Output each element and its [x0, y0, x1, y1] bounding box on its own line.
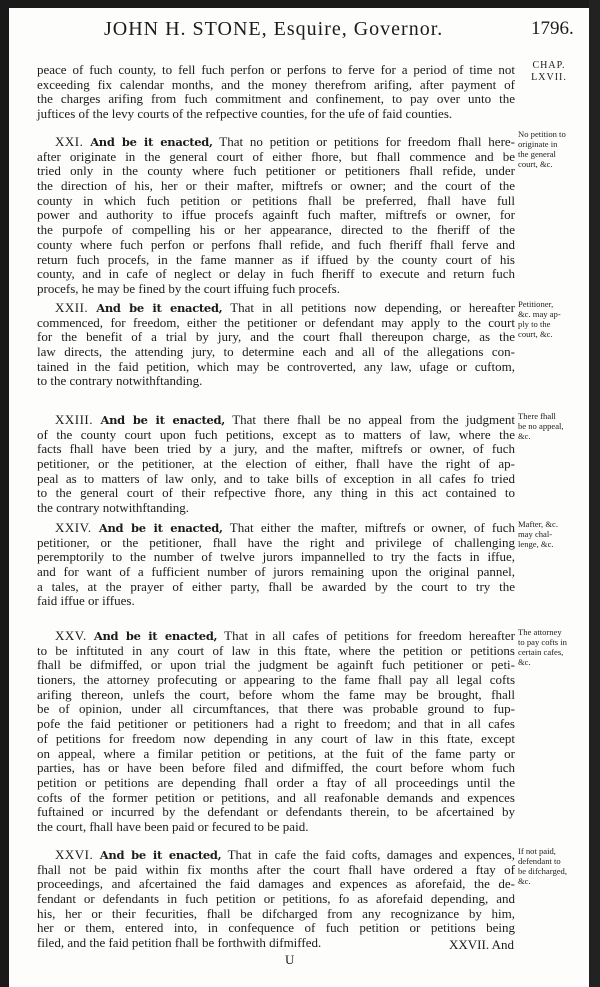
text-line: law directs, the attending jury, to determine each and all of the allegations con- — [37, 344, 515, 360]
margin-note-line: &c. — [518, 876, 531, 886]
margin-note-line: Mafter, &c. — [518, 519, 558, 529]
text-line: petitioner, or the petitioner, fhall have the right and privilege of challenging — [37, 534, 515, 550]
text-line: procefs, he may be fined by the court iffuing fuch procefs. — [37, 280, 340, 296]
section-number: XXIV. — [55, 520, 92, 535]
margin-note-23 — [518, 411, 598, 441]
text-line: juftices of the levy courts of the refpective counties, for the ufe of faid counties. — [37, 106, 453, 122]
section-24 — [37, 521, 515, 609]
section-first-line — [37, 135, 515, 150]
first-line-text: That in all cafes of petitions for freedom hereafter — [224, 628, 515, 643]
margin-note-line: No petition to — [518, 129, 566, 139]
first-line-text: That there fhall be no appeal from the judgment — [232, 412, 516, 427]
section-number: XXI. — [55, 134, 84, 149]
margin-note-line: &c. — [518, 657, 531, 667]
margin-note-line: lenge, &c. — [518, 539, 554, 549]
enacting-clause: And be it enacted, — [98, 521, 223, 535]
enacting-clause: And be it enacted, — [90, 135, 213, 149]
text-line: the contrary notwithftanding. — [37, 500, 189, 516]
text-line: tried only in the county where fuch petitioner or petitioners fhall refide, under — [37, 163, 515, 179]
text-line: for the benefit of a trial by jury, and the court fhall thereupon charge, as the — [37, 329, 515, 345]
margin-note-line: be difcharged, — [518, 866, 567, 876]
margin-note-intro — [519, 60, 579, 84]
margin-note-21 — [518, 129, 598, 169]
margin-note-line: court, &c. — [518, 159, 553, 169]
text-line: the court, fhall have been paid or fecured to be paid. — [37, 818, 309, 834]
running-head-title: JOHN H. STONE, Esquire, Governor. — [104, 18, 444, 40]
text-line: cofts of the former petition or petitions, and all reafonable demands and expences — [37, 789, 515, 805]
section-first-line — [37, 301, 515, 316]
section-first-line — [37, 848, 515, 863]
section-25 — [37, 629, 515, 835]
text-line: pofe the faid petitioner or petitioners had a right to freedom; and that in all cafes — [37, 716, 515, 732]
margin-note-line: There fhall — [518, 411, 556, 421]
text-line: return fuch procefs, in the fame manner as if iffued by the county court of his — [37, 251, 515, 267]
margin-note-24 — [518, 519, 598, 549]
margin-note-line: originate in — [518, 139, 558, 149]
enacting-clause: And be it enacted, — [93, 629, 218, 643]
section-number: XXVI. — [55, 847, 94, 862]
section-first-line — [37, 413, 515, 428]
section-26 — [37, 848, 515, 951]
text-line: county where fuch perfon or perfons fhall refide, and fuch fheriff fhall ferve and — [37, 236, 515, 252]
first-line-text: That no petition or petitions for freedom fhall here- — [219, 134, 516, 149]
text-line: proceedings, and afcertained the faid damages and expences as aforefaid, the de- — [37, 876, 515, 892]
margin-note-line: ply to the — [518, 319, 551, 329]
enacting-clause: And be it enacted, — [100, 413, 225, 427]
section-number: XXIII. — [55, 412, 94, 427]
text-line: commenced, for freedom, either the petitioner or defendant may apply to the court — [37, 314, 515, 330]
margin-note-line: &c. may ap- — [518, 309, 561, 319]
text-line: be of opinion, under all circumftances, that there was probable ground to fup- — [37, 701, 515, 717]
text-line: fuftained or incurred by the defendant or defendants therein, to be afcertained by — [37, 804, 515, 820]
text-line: tained in the faid petition, which may be controverted, any law, ufage or cuftom, — [37, 358, 515, 374]
text-line: peremptorily to the number of twelve jurors impannelled to try the facts in iffue, — [37, 549, 515, 565]
first-line-text: That in all petitions now depending, or hereafter — [230, 300, 515, 315]
section-23 — [37, 413, 515, 516]
margin-note-22 — [518, 299, 598, 339]
margin-note-line: LXVII. — [531, 72, 567, 83]
document-page — [9, 8, 589, 987]
margin-note-line: The attorney — [518, 627, 562, 637]
text-line: peace of fuch county, to fell fuch perfon or perfons to ferve for a period of time not — [37, 62, 515, 77]
text-line: power and authority to iffue procefs againft fuch mafter, miftrefs or owner, for — [37, 207, 515, 223]
margin-note-line: CHAP. — [532, 60, 566, 71]
text-line: county, and in cafe of neglect or delay in fuch fheriff to execute and return fuch — [37, 266, 515, 282]
catchword: XXVII. And — [449, 937, 514, 952]
section-intro — [37, 63, 515, 122]
text-line: to the contrary notwithftanding. — [37, 373, 203, 389]
text-line: facts fhall have been tried by a jury, and the mafter, miftrefs or owner, of fuch — [37, 441, 515, 457]
enacting-clause: And be it enacted, — [96, 301, 223, 315]
text-line: of petitions for freedom now depending in any court of law in this ftate, except — [37, 730, 515, 746]
margin-note-line: If not paid, — [518, 846, 556, 856]
text-line: petition or petitions are depending fhall order a ftay of all proceedings until the — [37, 774, 515, 790]
margin-note-line: court, &c. — [518, 329, 553, 339]
text-line: of the county court upon fuch petitions, except as to matters of law, where the — [37, 426, 515, 442]
text-line: tioners, the attorney profecuting or appearing to the fame fhall pay all legal cofts — [37, 672, 515, 688]
text-line: his, her or their fecurities, fhall be difcharged from any recognizance by him, — [37, 905, 515, 921]
text-line: fhall not be paid within fix months after the court fhall have ordered a ftay of — [37, 861, 515, 877]
text-line: the direction of his, her or their mafter, miftrefs or owner; and the court of the — [37, 178, 515, 194]
margin-note-line: be no appeal, — [518, 421, 564, 431]
text-line: after originate in the general court of either fhore, but fhall commence and be — [37, 148, 515, 164]
margin-note-line: certain cafes, — [518, 647, 564, 657]
text-line: and for want of a fufficient number of jurors remaining upon the original pannel, — [37, 564, 515, 580]
text-line: peal as to matters of law only, and to take bills of exception in all cafes fo tried — [37, 470, 515, 486]
margin-note-line: defendant to — [518, 856, 561, 866]
text-line: the charges arifing from fuch commitment and confinement, to pay over unto the — [37, 91, 515, 107]
first-line-text: That either the mafter, miftrefs or owner, of fuch — [229, 520, 516, 535]
text-line: on appeal, where a fimilar petition or petitions, at the fuit of the fame party or — [37, 745, 515, 761]
margin-note-line: to pay cofts in — [518, 637, 567, 647]
text-line: fhall be difmiffed, or upon trial the judgment be againft fuch petitioner or peti- — [37, 657, 515, 673]
scan-edge — [589, 0, 600, 987]
text-line: fendant or defendants in fuch petition or petitions, fo as aforefaid depending, and — [37, 891, 515, 907]
section-22 — [37, 301, 515, 389]
text-line: filed, and the faid petition fhall be forthwith difmiffed. — [37, 935, 322, 951]
text-line: to the general court of their refpective fhore, any thing in this act contained to — [37, 485, 515, 501]
margin-note-line: &c. — [518, 431, 531, 441]
margin-note-line: the general — [518, 149, 556, 159]
enacting-clause: And be it enacted, — [99, 848, 222, 862]
running-head-year: 1796. — [531, 18, 574, 39]
margin-note-25 — [518, 627, 598, 667]
section-number: XXV. — [55, 628, 87, 643]
section-first-line — [37, 521, 515, 536]
text-line: parties, has or have been before filed and difmiffed, the court before whom fuch — [37, 760, 515, 776]
text-line: the purpofe of compelling his or her appearance, directed to the fheriff of the — [37, 222, 515, 238]
section-21 — [37, 135, 515, 297]
margin-note-line: Petitioner, — [518, 299, 554, 309]
signature-mark: U — [285, 952, 295, 967]
text-line: exceeding fix calendar months, and the money therefrom arifing, after payment of — [37, 76, 515, 92]
text-line: to be inftituted in any court of law in this ftate, where the petition or petitions — [37, 642, 515, 658]
first-line-text: That in cafe the faid cofts, damages and expences, — [227, 847, 516, 862]
section-first-line — [37, 629, 515, 644]
margin-note-26 — [518, 846, 598, 886]
section-number: XXII. — [55, 300, 89, 315]
margin-note-line: may chal- — [518, 529, 553, 539]
text-line: arifing thereon, unlefs the court, before whom the fame may be brought, fhall — [37, 686, 515, 702]
text-line: a tales, at the prayer of either party, fhall be awarded by the court to try the — [37, 578, 515, 594]
text-line: faid iffue or iffues. — [37, 593, 135, 609]
text-line: petitioner, or the petitioner, at the election of either, fhall have the right of ap- — [37, 456, 515, 472]
text-line: county in which fuch petition or petitions fhall be preferred, fhall have full — [37, 192, 515, 208]
text-line: her or them, entered into, in confequence of fuch petition or petitions being — [37, 920, 515, 936]
